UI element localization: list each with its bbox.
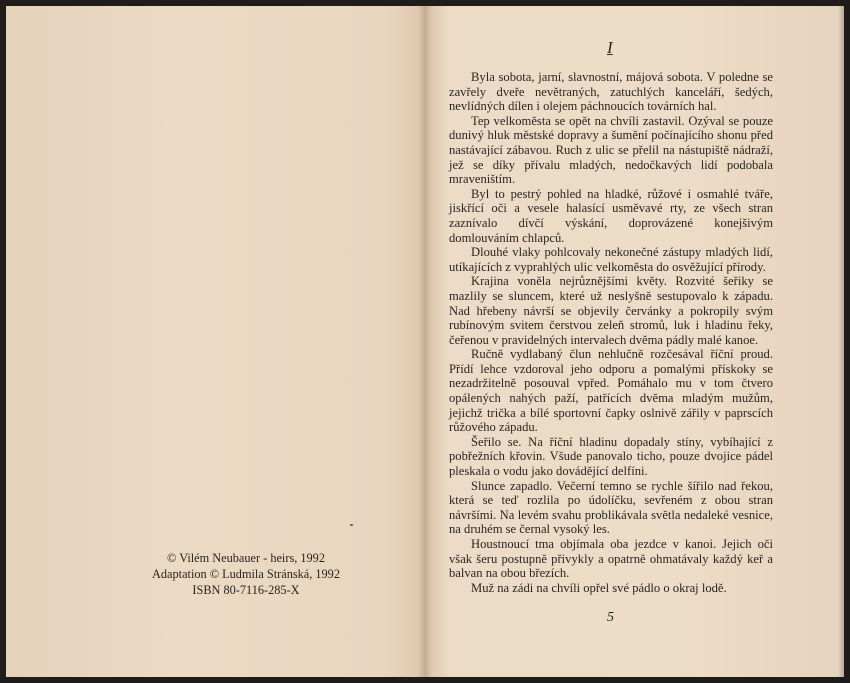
- copyright-author: © Vilém Neubauer - heirs, 1992: [167, 551, 325, 565]
- paragraph: Byl to pestrý pohled na hladké, růžové i osmahlé tváře, jiskřící oči a vesele halasící usměvavé rty, ze všech stran zaznívalo dívčí výskání, doprovázené konejšivým domlouváním chlapců.: [449, 186, 773, 245]
- paragraph: Dlouhé vlaky pohlcovaly nekonečné zástupy mladých lidí, utíkajících z vyprahlých ulic velkoměsta do osvěžující přírody.: [449, 245, 773, 274]
- left-page: [6, 6, 424, 677]
- isbn: ISBN 80-7116-285-X: [192, 583, 300, 597]
- paragraph: Byla sobota, jarní, slavnostní, májová sobota. V poledne se zavřely dveře nevětraných, zatuchlých kanceláří, šedých, nevlídných dílen i olejem páchnoucích továrních hal.: [449, 70, 773, 114]
- page-number: 5: [607, 610, 614, 625]
- copyright-adaptation: Adaptation © Ludmila Stránská, 1992: [152, 567, 340, 581]
- chapter-number: I: [607, 38, 613, 57]
- paragraph: Slunce zapadlo. Večerní temno se rychle šířilo nad řekou, která se teď rozlila po údolíčku, sevřeném z obou stran návršími. Na levém svahu problikávala světla nedaleké vesnice, na druhém se černal vysoký les.: [449, 478, 773, 537]
- paragraph: Muž na zádi na chvíli opřel své pádlo o okraj lodě.: [471, 580, 727, 595]
- paper-speck: [350, 524, 353, 526]
- book-gutter: [418, 6, 432, 677]
- paragraph: Šeřilo se. Na říční hladinu dopadaly stíny, vybíhající z pobřežních křovin. Všude panovalo ticho, pouze dvojice pádel pleskala o vodu jako dovádějící delfíni.: [449, 434, 773, 479]
- paragraph: Houstnoucí tma objímala oba jezdce v kanoi. Jejich oči však šeru postupně přivykly a opatrně ohmatávaly každý keř a balvan na obou březích.: [449, 537, 773, 581]
- paragraph: Tep velkoměsta se opět na chvíli zastavil. Ozýval se pouze dunivý hluk městské dopravy a šumění počínajícího shonu před nastávající zábavou. Ruch z ulic se přelil na nástupiště nádraží, jež se díky přívalu mladých, nedočkavých lidí podobala mraveništím.: [449, 113, 773, 187]
- copyright-block: [126, 550, 366, 598]
- chapter-body: [449, 70, 773, 595]
- page-edge: [838, 6, 844, 677]
- paragraph: Ručně vydlabaný člun nehlučně rozčesával říční proud. Přídí lehce vzdoroval jeho odporu a pomalými přískoky se nezadržitelně posouval vpřed. Pomáhalo mu v tom čtvero opálených nahých paží, patřících dvěma mladým mužům, jejichž trička a bílé sportovní čapky oslnivě zářily v paprscích růžového západu.: [449, 347, 773, 435]
- paragraph: Krajina voněla nejrůznějšími květy. Rozvité šeřiky se mazlily se sluncem, které už neslyšně sestupovalo k západu. Nad hřebeny návrší se objevily červánky a pokropily svým rubínovým svitem čerstvou zeleň stromů, luk i hladinu řeky, čeřenou v pravidelných intervalech dvěma pádly malé kanoe.: [449, 274, 773, 347]
